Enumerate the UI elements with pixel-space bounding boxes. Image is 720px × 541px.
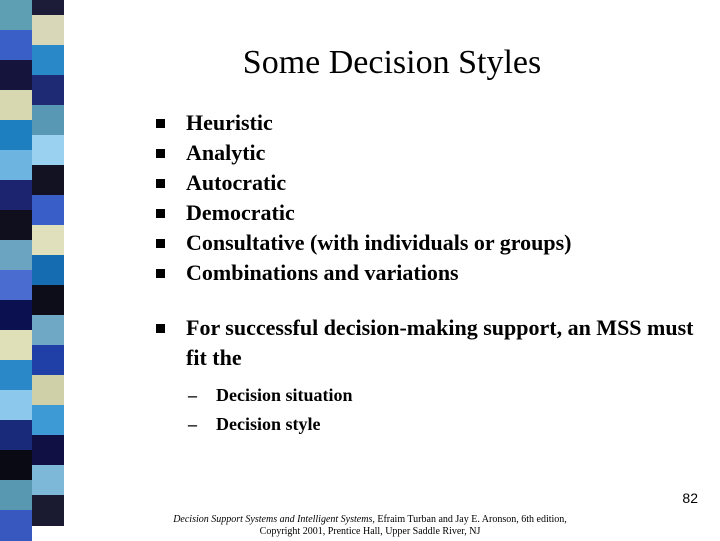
stripe-block <box>0 480 32 511</box>
bullet-text: Autocratic <box>186 170 287 195</box>
bullet-item <box>156 108 696 138</box>
stripe-block <box>32 135 64 166</box>
square-bullet-icon <box>156 324 165 333</box>
stripe-block <box>32 15 64 46</box>
bullet-text: Analytic <box>186 140 266 165</box>
stripe-block <box>32 345 64 376</box>
sub-bullet-item <box>186 410 696 439</box>
stripe-block <box>0 420 32 451</box>
stripe-block <box>0 120 32 151</box>
stripe-block <box>0 300 32 331</box>
square-bullet-icon <box>156 269 165 278</box>
dash-bullet-icon: – <box>188 414 197 434</box>
stripe-block <box>0 0 32 31</box>
stripe-block <box>0 510 32 541</box>
stripe-block <box>0 450 32 481</box>
stripe-block <box>0 210 32 241</box>
stripe-block <box>0 150 32 181</box>
stripe-block <box>0 390 32 421</box>
slide-footer <box>150 514 590 538</box>
bullet-list <box>156 108 696 439</box>
main-point <box>156 313 696 373</box>
stripe-block <box>32 165 64 196</box>
stripe-block <box>32 405 64 436</box>
footer-authors: Efraim Turban and Jay E. Aronson, 6th edition, <box>374 514 567 525</box>
stripe-block <box>32 495 64 526</box>
stripe-block <box>32 45 64 76</box>
stripe-block <box>32 225 64 256</box>
stripe-block <box>32 465 64 496</box>
page-number: 82 <box>682 490 698 506</box>
dash-bullet-icon: – <box>188 385 197 405</box>
stripe-block <box>32 435 64 466</box>
stripe-block <box>32 375 64 406</box>
bullet-text: Heuristic <box>186 110 273 135</box>
footer-book-title: Decision Support Systems and Intelligent Systems, <box>173 514 375 525</box>
main-point-text: For successful decision-making support, an MSS must fit the <box>186 315 694 370</box>
bullet-item <box>156 198 696 228</box>
bullet-item <box>156 228 696 258</box>
square-bullet-icon <box>156 149 165 158</box>
stripe-block <box>32 195 64 226</box>
bullet-item <box>156 258 696 288</box>
stripe-block <box>32 105 64 136</box>
stripe-block <box>0 330 32 361</box>
square-bullet-icon <box>156 179 165 188</box>
bullet-text: Consultative (with individuals or groups) <box>186 230 572 255</box>
stripe-block <box>32 0 64 16</box>
bullet-text: Democratic <box>186 200 295 225</box>
bullet-item <box>156 168 696 198</box>
decorative-stripe <box>0 0 64 540</box>
stripe-block <box>0 240 32 271</box>
sub-bullet-text: Decision situation <box>216 385 353 405</box>
stripe-block <box>32 315 64 346</box>
footer-copyright: Copyright 2001, Prentice Hall, Upper Saddle River, NJ <box>259 526 481 537</box>
stripe-block <box>0 270 32 301</box>
stripe-block <box>32 255 64 286</box>
stripe-block <box>0 360 32 391</box>
square-bullet-icon <box>156 119 165 128</box>
stripe-block <box>32 285 64 316</box>
stripe-block <box>0 60 32 91</box>
sub-bullet-text: Decision style <box>216 414 321 434</box>
bullet-text: Combinations and variations <box>186 260 459 285</box>
stripe-block <box>32 75 64 106</box>
bullet-item <box>156 138 696 168</box>
sub-bullet-item <box>186 381 696 410</box>
square-bullet-icon <box>156 239 165 248</box>
stripe-block <box>0 30 32 61</box>
slide-title: Some Decision Styles <box>242 44 542 81</box>
stripe-block <box>0 90 32 121</box>
square-bullet-icon <box>156 209 165 218</box>
stripe-block <box>0 180 32 211</box>
